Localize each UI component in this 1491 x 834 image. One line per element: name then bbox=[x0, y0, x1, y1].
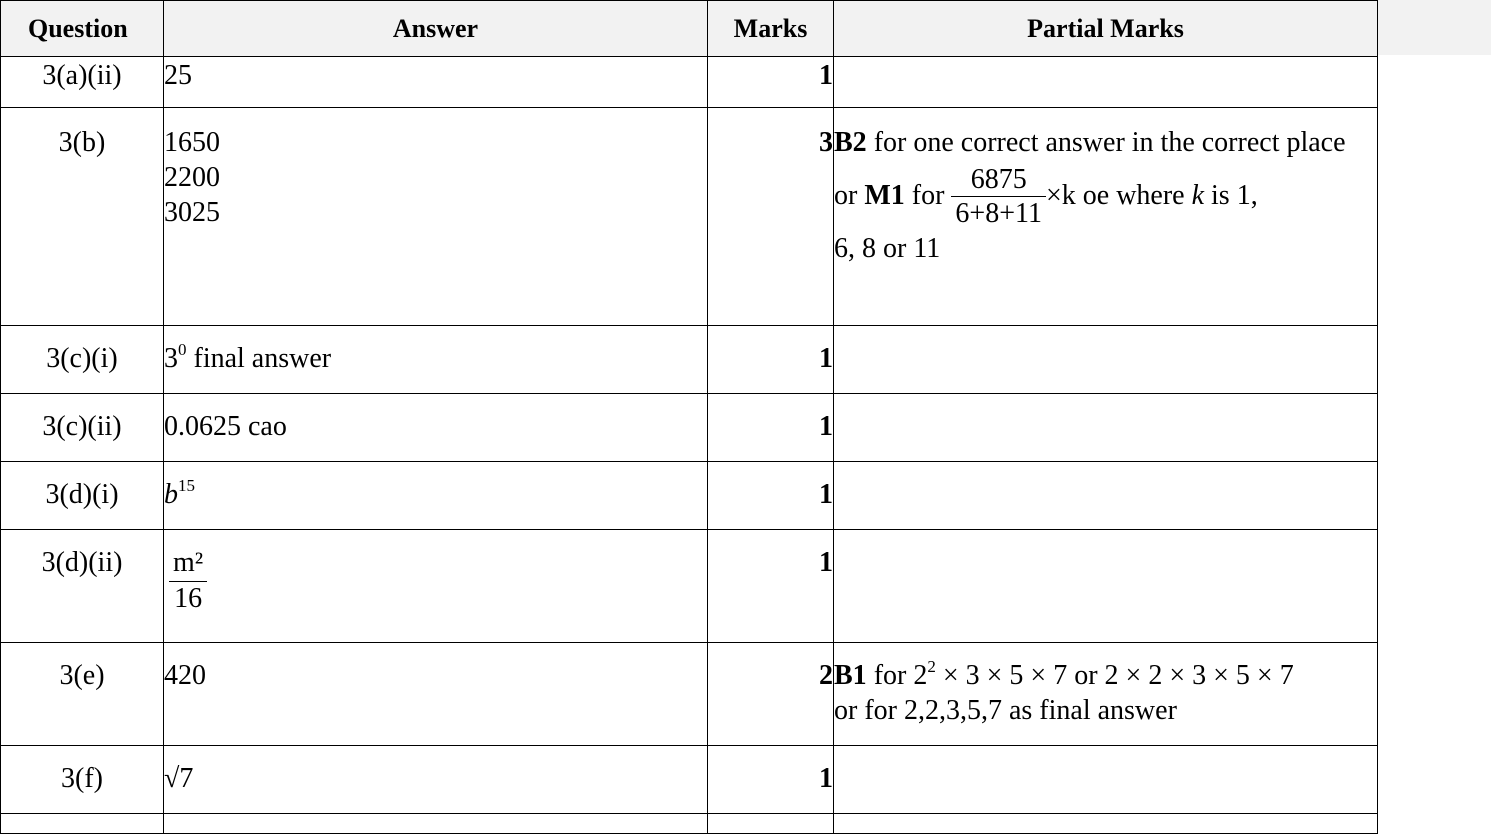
partial-text: for 2 bbox=[873, 660, 928, 691]
partial-line-2: or for 2,2,3,5,7 as final answer bbox=[834, 695, 1177, 726]
table-row bbox=[1, 108, 1378, 326]
answer-exponent: 0 bbox=[178, 339, 187, 359]
answer-cell: 420 bbox=[164, 643, 708, 746]
table-row bbox=[1, 394, 1378, 462]
partial-marks-cell bbox=[834, 326, 1378, 394]
question-cell: 3(c)(i) bbox=[1, 326, 164, 394]
marks-cell bbox=[708, 814, 834, 834]
question-header: Question bbox=[1, 1, 164, 57]
answer-cell bbox=[164, 326, 708, 394]
answer-text: final answer bbox=[193, 343, 332, 374]
partial-text: or bbox=[834, 179, 858, 211]
fraction-denominator: 16 bbox=[174, 583, 203, 614]
exponent: 2 bbox=[927, 656, 936, 676]
partial-marks-header: Partial Marks bbox=[834, 1, 1378, 57]
table-row bbox=[1, 530, 1378, 643]
fraction-numerator: 6875 bbox=[951, 164, 1046, 197]
marks-cell: 2 bbox=[708, 643, 834, 746]
fraction-denominator: 6+8+11 bbox=[955, 198, 1042, 229]
partial-marks-cell bbox=[834, 57, 1378, 108]
question-cell: 3(b) bbox=[1, 108, 164, 326]
table-row bbox=[1, 57, 1378, 108]
partial-text: × 3 × 5 × 7 or 2 × 2 × 3 × 5 × 7 bbox=[942, 660, 1294, 691]
partial-marks-cell bbox=[834, 108, 1378, 326]
partial-line-1 bbox=[834, 658, 1377, 693]
answer-cell bbox=[164, 108, 708, 326]
partial-line-2 bbox=[834, 164, 1377, 231]
table-row bbox=[1, 814, 1378, 834]
answer-cell bbox=[164, 530, 708, 643]
mark-code: B1 bbox=[834, 660, 867, 691]
partial-marks-cell bbox=[834, 746, 1378, 814]
answer-exponent: 15 bbox=[178, 475, 195, 495]
table-row bbox=[1, 746, 1378, 814]
partial-text: oe where bbox=[1082, 179, 1185, 211]
partial-text: for bbox=[911, 179, 945, 211]
question-cell: 3(f) bbox=[1, 746, 164, 814]
marks-cell: 1 bbox=[708, 57, 834, 108]
answer-fraction bbox=[169, 545, 207, 616]
partial-marks-cell bbox=[834, 643, 1378, 746]
answer-base: 3 bbox=[164, 343, 178, 374]
marks-cell: 1 bbox=[708, 326, 834, 394]
header-row bbox=[1, 1, 1378, 57]
marks-cell: 1 bbox=[708, 746, 834, 814]
table-row bbox=[1, 643, 1378, 746]
marks-header: Marks bbox=[708, 1, 834, 57]
answer-header: Answer bbox=[164, 1, 708, 57]
partial-marks-cell bbox=[834, 394, 1378, 462]
answer-cell: 25 bbox=[164, 57, 708, 108]
marks-cell: 1 bbox=[708, 530, 834, 643]
table-row bbox=[1, 326, 1378, 394]
answer-line: 3025 bbox=[164, 197, 220, 228]
answer-cell bbox=[164, 814, 708, 834]
question-cell: 3(c)(ii) bbox=[1, 394, 164, 462]
answer-line: 2200 bbox=[164, 162, 220, 193]
question-cell: 3(d)(ii) bbox=[1, 530, 164, 643]
partial-line-1 bbox=[834, 125, 1377, 160]
answer-cell bbox=[164, 462, 708, 530]
answer-cell: √7 bbox=[164, 746, 708, 814]
partial-marks-cell bbox=[834, 462, 1378, 530]
mark-code: M1 bbox=[864, 179, 905, 211]
marks-cell: 1 bbox=[708, 394, 834, 462]
partial-text: for one correct answer in the correct place bbox=[873, 127, 1346, 158]
marks-cell: 3 bbox=[708, 108, 834, 326]
fraction-numerator: m² bbox=[169, 545, 207, 582]
partial-marks-cell bbox=[834, 814, 1378, 834]
answer-line: 1650 bbox=[164, 127, 220, 158]
partial-text: is 1, bbox=[1211, 179, 1258, 211]
question-cell: 3(e) bbox=[1, 643, 164, 746]
question-cell: 3(a)(ii) bbox=[1, 57, 164, 108]
question-cell bbox=[1, 814, 164, 834]
partial-marks-cell bbox=[834, 530, 1378, 643]
question-cell: 3(d)(i) bbox=[1, 462, 164, 530]
table-row bbox=[1, 462, 1378, 530]
mark-code: B2 bbox=[834, 127, 867, 158]
times-k: ×k bbox=[1045, 179, 1076, 211]
method-fraction bbox=[951, 164, 1046, 231]
partial-line-3: 6, 8 or 11 bbox=[834, 233, 941, 264]
marks-cell: 1 bbox=[708, 462, 834, 530]
answer-cell: 0.0625 cao bbox=[164, 394, 708, 462]
variable-k: k bbox=[1191, 179, 1205, 211]
answer-base: b bbox=[164, 479, 178, 510]
